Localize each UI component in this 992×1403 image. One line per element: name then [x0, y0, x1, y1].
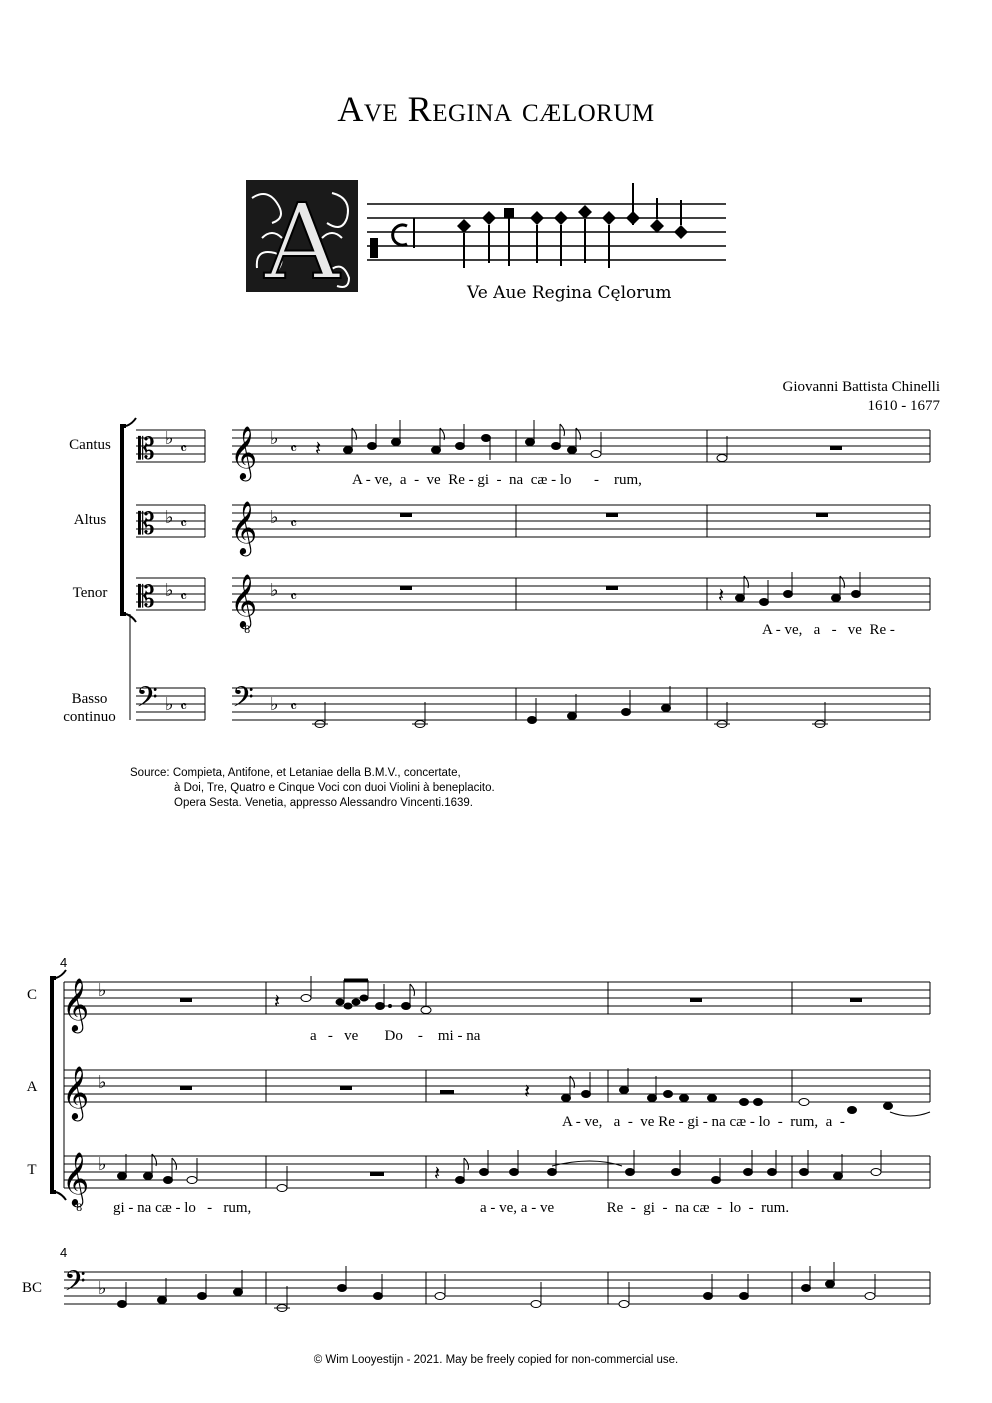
svg-text:𝄴: 𝄴	[180, 697, 188, 716]
svg-text:♭: ♭	[165, 694, 174, 715]
svg-text:𝄢: 𝄢	[136, 681, 158, 721]
staff-bc	[64, 1272, 930, 1304]
clefs-system2	[62, 977, 107, 1305]
barlines-system2	[64, 982, 930, 1304]
source-line-2: à Doi, Tre, Quatro e Cinque Voci con duoi Violini à beneplacito.	[174, 782, 495, 794]
clefs-incipit	[136, 428, 187, 721]
label-tenor: Tenor	[72, 585, 108, 601]
label-basso-continuo: Basso continuo	[63, 691, 116, 725]
lyrics-tenor-1: A - ve, a - ve Re -	[762, 622, 895, 638]
incipit-notes	[370, 183, 688, 268]
svg-text:𝄞: 𝄞	[62, 1151, 90, 1205]
svg-text:𝄽: 𝄽	[718, 583, 725, 607]
label-altus: Altus	[73, 512, 107, 528]
page-title: Ave Regina cælorum	[337, 89, 655, 129]
svg-text:𝄞: 𝄞	[62, 977, 90, 1031]
incipit-staff	[367, 204, 726, 260]
svg-text:𝄽: 𝄽	[434, 1161, 441, 1185]
svg-text:♭: ♭	[270, 428, 279, 449]
svg-text:𝄽: 𝄽	[274, 989, 281, 1013]
svg-text:𝄡: 𝄡	[138, 580, 155, 615]
svg-text:♭: ♭	[98, 1072, 107, 1093]
svg-text:8: 8	[76, 1203, 83, 1214]
svg-text:𝄴: 𝄴	[180, 439, 188, 458]
lyrics-tenor-2b: a - ve, a - ve Re - gi - na cæ - lo - rum.	[480, 1200, 790, 1216]
svg-text:𝄴: 𝄴	[290, 697, 298, 716]
staff-c	[64, 982, 930, 1014]
label-bc: BC	[21, 1280, 42, 1296]
svg-text:𝄞: 𝄞	[230, 500, 258, 554]
footer-copyright: © Wim Looyestijn - 2021. May be freely copied for non-commercial use.	[313, 1354, 679, 1366]
incipit-initial: A	[264, 181, 340, 303]
svg-text:♭: ♭	[98, 1278, 107, 1299]
svg-text:𝄴: 𝄴	[290, 439, 298, 458]
incipit-graphic	[242, 178, 742, 308]
svg-text:𝄴: 𝄴	[180, 514, 188, 533]
label-t: T	[27, 1162, 37, 1178]
svg-text:♭: ♭	[165, 428, 174, 449]
source-line-1: Source: Compieta, Antifone, et Letaniae della B.M.V., concertate,	[130, 767, 461, 779]
measure-number: 4	[60, 955, 68, 970]
clefs-modern	[230, 425, 297, 721]
svg-text:𝄞: 𝄞	[62, 1065, 90, 1119]
svg-text:𝄢: 𝄢	[64, 1265, 86, 1305]
lyrics-altus-2: A - ve, a - ve Re - gi - na cæ - lo - rum, a -	[562, 1114, 845, 1130]
label-a: A	[26, 1079, 38, 1095]
incipit-image	[242, 178, 742, 308]
score-system-2	[40, 960, 950, 1320]
staff-altus	[232, 505, 930, 537]
notes-basso	[312, 686, 828, 728]
source-note	[130, 766, 495, 811]
composer-name: Giovanni Battista Chinelli	[782, 379, 940, 395]
svg-text:𝄴: 𝄴	[290, 587, 298, 606]
incipit-text: Ve Aue Regina Cęlorum	[467, 283, 672, 303]
svg-text:♭: ♭	[98, 980, 107, 1001]
svg-text:𝄴: 𝄴	[290, 514, 298, 533]
staff-a	[64, 1070, 930, 1102]
svg-text:♭: ♭	[270, 507, 279, 528]
lyrics-cantus-2: a - ve Do - mi - na	[310, 1028, 481, 1044]
bc-measure-number: 4	[60, 1245, 68, 1260]
svg-text:𝄞: 𝄞	[230, 573, 258, 627]
source-line-3: Opera Sesta. Venetia, appresso Alessandro Vincenti.1639.	[174, 797, 473, 809]
label-c: C	[26, 987, 37, 1003]
svg-text:𝄡: 𝄡	[138, 507, 155, 542]
svg-text:𝄴: 𝄴	[180, 587, 188, 606]
rests-altus	[400, 513, 828, 517]
svg-text:𝄞: 𝄞	[230, 425, 258, 479]
notes-cantus	[315, 420, 842, 462]
staff-tenor	[232, 578, 930, 610]
system2-staves	[64, 982, 930, 1304]
label-cantus: Cantus	[69, 437, 111, 453]
svg-text:♭: ♭	[270, 694, 279, 715]
svg-text:♭: ♭	[270, 580, 279, 601]
svg-text:𝄽: 𝄽	[524, 1079, 531, 1103]
svg-text:𝄢: 𝄢	[232, 681, 254, 721]
svg-text:𝄡: 𝄡	[138, 432, 155, 467]
svg-text:8: 8	[244, 625, 251, 636]
system-bracket	[122, 418, 136, 720]
svg-text:♭: ♭	[165, 507, 174, 528]
svg-text:𝄽: 𝄽	[315, 436, 322, 460]
composer-dates: 1610 - 1677	[867, 398, 940, 414]
svg-text:♭: ♭	[98, 1154, 107, 1175]
lyrics-cantus-1: A - ve, a - ve Re - gi - na cæ - lo - rum,	[352, 472, 642, 488]
staff-cantus	[232, 430, 930, 462]
score-system-1	[110, 410, 950, 740]
notes-a	[180, 1068, 930, 1116]
lyrics-tenor-2a: gi - na cæ - lo - rum,	[113, 1200, 252, 1216]
svg-text:♭: ♭	[165, 580, 174, 601]
